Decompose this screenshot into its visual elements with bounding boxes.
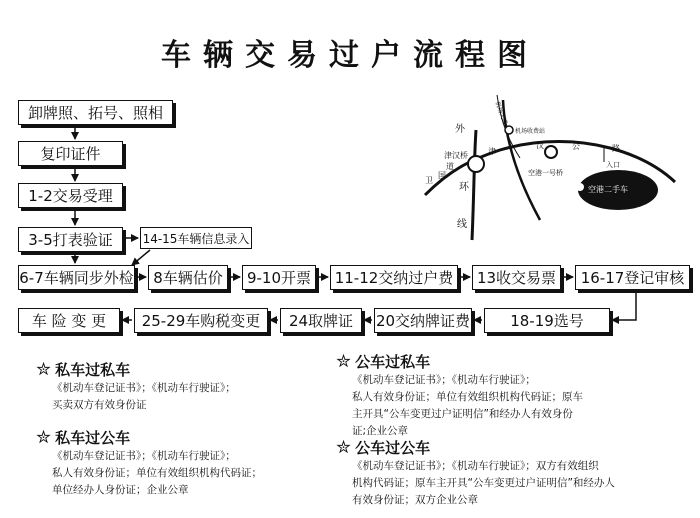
section-title: 私车过私车: [55, 360, 131, 379]
map-label-jin: 津: [488, 147, 496, 156]
star-icon: ✮: [36, 358, 52, 380]
map-label-entrance: 入口: [606, 161, 620, 169]
map-label-guo: 国: [438, 171, 446, 180]
section-body: 《机动车登记证书》；《机动车行驶证》； 私人有效身份证；单位有效组织机构代码证；原车 主开具“公车变更过户证明信”和经办人有效身份 证;企业公章: [352, 374, 583, 437]
map-label-konggang-bridge: 空港一号桥: [528, 169, 563, 177]
map-label-lu: 路: [612, 144, 620, 153]
step-collect-plate: 24取牌证: [280, 308, 362, 333]
jinhan-bridge-node: [468, 156, 484, 172]
outer-ring-road: [472, 130, 476, 240]
map-label-dao: 道: [446, 162, 454, 171]
map-label-wai: 外: [455, 124, 465, 135]
section-body: 《机动车登记证书》；《机动车行驶证》；双方有效组织 机构代码证；原车主开具“公车变更过户证明信”和经办人 有效身份证；双方企业公章: [352, 460, 615, 506]
step-external-inspection: 6-7车辆同步外检: [18, 265, 135, 290]
step-invoice: 9-10开票: [242, 265, 316, 290]
section-company-to-company: [336, 436, 691, 509]
section-title: 公车过公车: [355, 438, 431, 457]
konggang-bridge-node: [545, 146, 557, 158]
star-icon: ✮: [336, 350, 352, 372]
section-company-to-private: [336, 350, 686, 440]
map-label-jinhan-bridge: 津汉桥: [444, 151, 468, 160]
map-label-huan: 环: [459, 182, 469, 193]
map-label-airport-toll: 机场收费站: [515, 128, 546, 135]
step-registration-review: 16-17登记审核: [575, 265, 690, 290]
step-transfer-fee: 11-12交纳过户费: [330, 265, 458, 290]
map-label-airport-road: 机场大道: [493, 100, 509, 126]
section-body: 《机动车登记证书》；《机动车行驶证》； 买卖双方有效身份证: [52, 382, 236, 411]
step-copy-documents: 复印证件: [18, 141, 123, 166]
step-meter-verify: 3-5打表验证: [18, 227, 123, 252]
map-label-xian: 线: [457, 219, 467, 230]
step-appraisal: 8车辆估价: [148, 265, 228, 290]
step-collect-receipt: 13收交易票: [472, 265, 561, 290]
step-insurance-change: 车 险 变 更: [18, 308, 120, 333]
section-title: 公车过私车: [355, 352, 431, 371]
step-purchase-tax-change: 25-29车购税变更: [134, 308, 268, 333]
map-label-han: 汉: [536, 141, 544, 150]
step-select-plate-number: 18-19选号: [484, 308, 610, 333]
map-label-market: 空港二手车: [588, 185, 628, 194]
map-label-gong: 公: [572, 142, 580, 151]
star-icon: ✮: [36, 426, 52, 448]
page-title: 车辆交易过户流程图: [161, 38, 539, 73]
step-plate-fee: 20交纳牌证费: [374, 308, 472, 333]
market-emblem-icon: [576, 183, 584, 191]
step-vehicle-info-entry: 14-15车辆信息录入: [140, 227, 252, 249]
section-title: 私车过公车: [55, 428, 131, 447]
airport-toll-node: [505, 126, 513, 134]
star-icon: ✮: [336, 436, 352, 458]
step-transaction-accept: 1-2交易受理: [18, 183, 123, 208]
section-private-to-company: [36, 426, 336, 499]
step-plate-photo: 卸牌照、拓号、照相: [18, 100, 173, 125]
section-body: 《机动车登记证书》；《机动车行驶证》； 私人有效身份证；单位有效组织机构代码证； 单位经办人身份证；企业公章: [52, 450, 262, 496]
map-label-wei: 卫: [425, 176, 433, 185]
section-private-to-private: [36, 358, 336, 414]
